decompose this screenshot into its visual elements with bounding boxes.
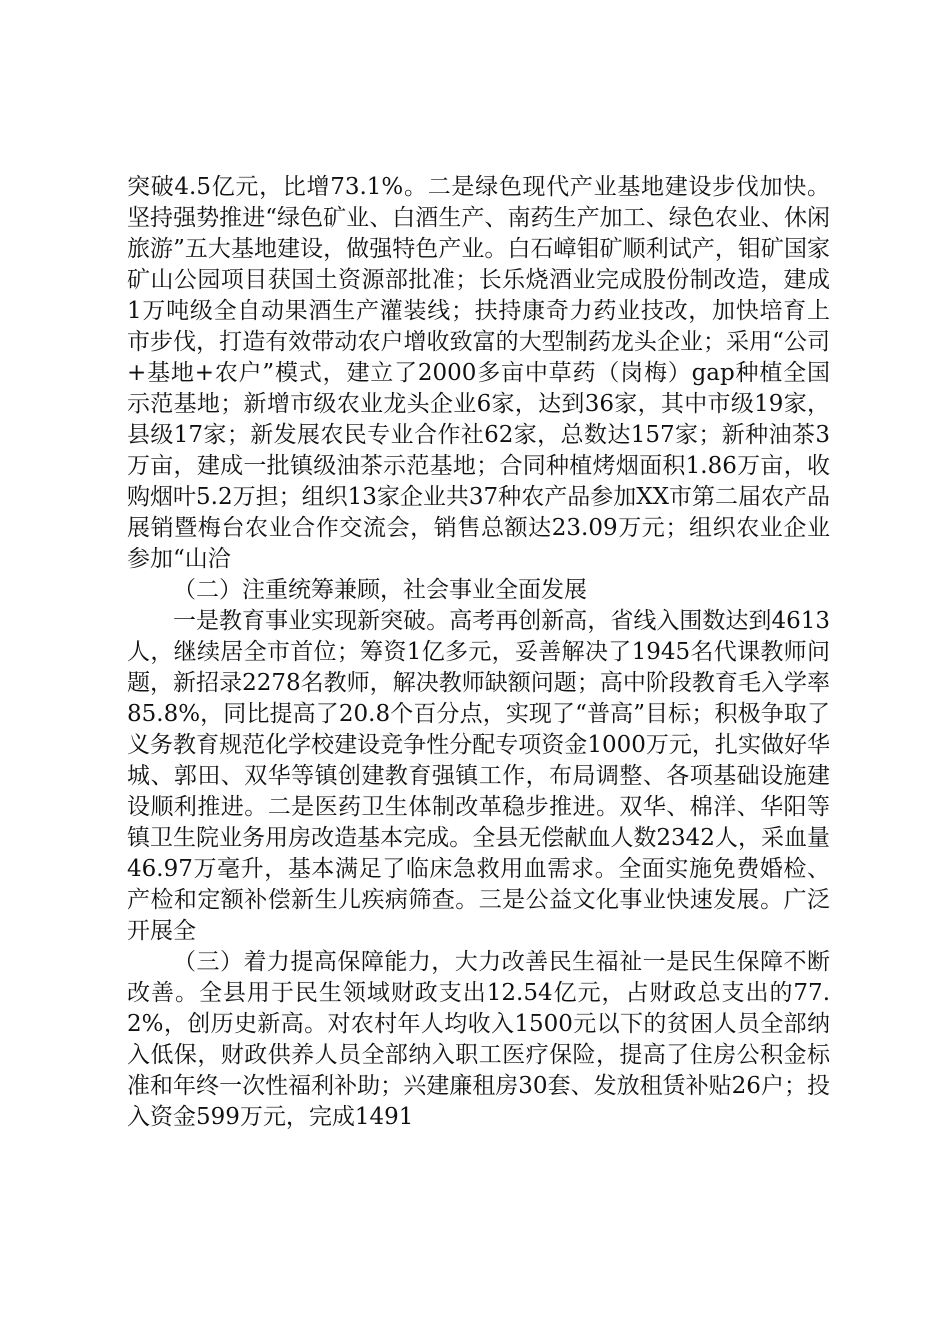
paragraph-economy-continuation: 突破4.5亿元，比增73.1%。二是绿色现代产业基地建设步伐加快。坚持强势推进“绿色矿业、白酒生产、南药生产加工、绿色农业、休闲旅游”五大基地建设，做强特色产业。白石嶂钼矿顺利试产，钼矿国家矿山公园项目获国土资源部批准；长乐烧酒业完成股份制改造，建成1万吨级全自动果酒生产灌装线；扶持康奇力药业技改，加快培育上市步伐，打造有效带动农户增收致富的大型制药龙头企业；采用“公司+基地+农户”模式，建立了2000多亩中草药（岗梅）gap种植全国示范基地；新增市级农业龙头企业6家，达到36家，其中市级19家，县级17家；新发展农民专业合作社62家，总数达157家；新种油茶3万亩，建成一批镇级油茶示范基地；合同种植烤烟面积1.86万亩，收购烟叶5.2万担；组织13家企业共37种农产品参加XX市第二届农产品展销暨梅台农业合作交流会，销售总额达23.09万元；组织农业企业参加“山洽 bbox=[127, 174, 830, 572]
section-heading-livelihood: （三）着力提高保障能力，大力改善民生福祉一是民生保障不断改善。全县用于民生领域财政支出12.54亿元，占财政总支出的77.2%，创历史新高。对农村年人均收入1500元以下的贫困人员全部纳入低保，财政供养人员全部纳入职工医疗保险，提高了住房公积金标准和年终一次性福利补助；兴建廉租房30套、发放租赁补贴26户；投入资金599万元，完成1491 bbox=[127, 949, 830, 1130]
paragraph-education-health-culture: 一是教育事业实现新突破。高考再创新高，省线入围数达到4613人，继续居全市首位；筹资1亿多元，妥善解决了1945名代课教师问题，新招录2278名教师，解决教师缺额问题；高中阶段教育毛入学率85.8%，同比提高了20.8个百分点，实现了“普高”目标；积极争取了义务教育规范化学校建设竞争性分配专项资金1000万元，扎实做好华城、郭田、双华等镇创建教育强镇工作，布局调整、各项基础设施建设顺利推进。二是医药卫生体制改革稳步推进。双华、棉洋、华阳等镇卫生院业务用房改造基本完成。全县无偿献血人数2342人，采血量46.97万毫升，基本满足了临床急救用血需求。全面实施免费婚检、产检和定额补偿新生儿疾病筛查。三是公益文化事业快速发展。广泛开展全 bbox=[127, 608, 830, 944]
document-body bbox=[127, 172, 830, 1133]
section-heading-social-affairs: （二）注重统筹兼顾，社会事业全面发展 bbox=[173, 577, 587, 603]
